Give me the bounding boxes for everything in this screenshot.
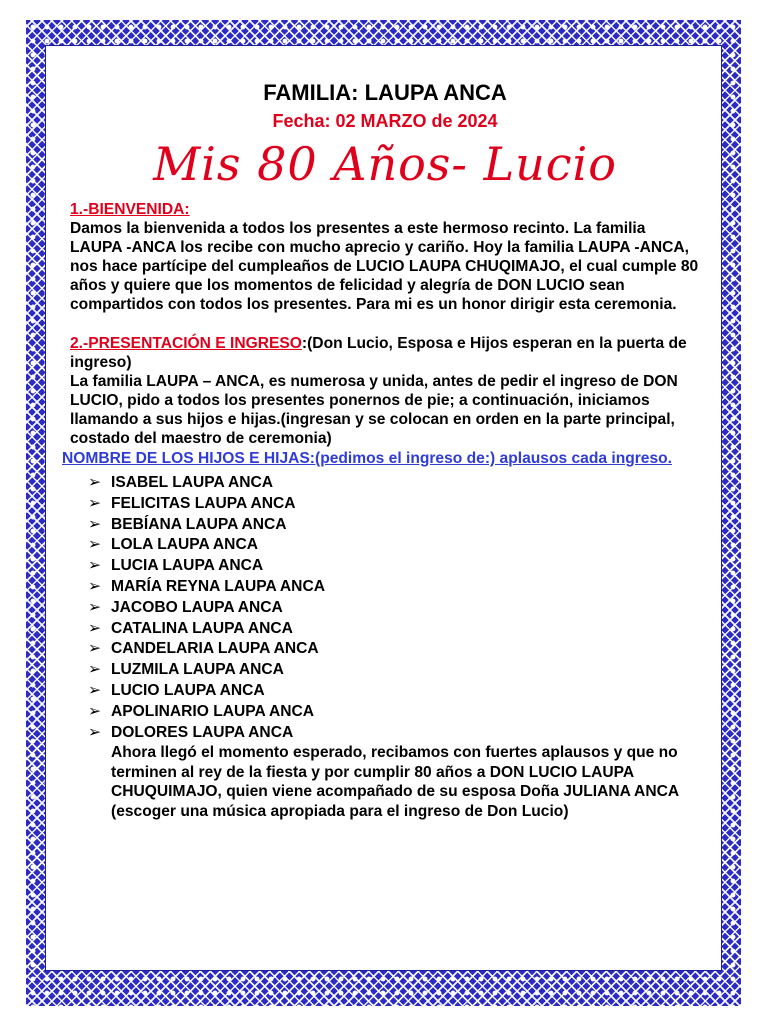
child-name: APOLINARIO LAUPA ANCA [111, 702, 314, 720]
children-heading: NOMBRE DE LOS HIJOS E HIJAS:(pedimos el ingreso de:) aplausos cada ingreso. [62, 450, 673, 467]
list-item [88, 639, 700, 660]
presentacion-heading-line [70, 334, 700, 372]
presentacion-heading-note: :(Don Lucio, Esposa e Hijos esperan en la puerta de ingreso) [70, 335, 687, 371]
arrowhead-bullet-icon: ➢ [88, 702, 102, 720]
list-item [88, 577, 700, 598]
child-name: CATALINA LAUPA ANCA [111, 619, 293, 637]
list-item [88, 473, 700, 494]
list-item [88, 556, 700, 577]
child-name: LUCIA LAUPA ANCA [111, 557, 264, 575]
document-content [62, 80, 700, 821]
section-heading-bienvenida: 1.-BIENVENIDA: [70, 201, 190, 218]
child-name: LOLA LAUPA ANCA [111, 536, 258, 554]
decorative-title: Mis 80 Años- Lucio [153, 137, 617, 191]
arrowhead-bullet-icon: ➢ [88, 681, 102, 699]
child-name: DOLORES LAUPA ANCA [111, 723, 294, 741]
child-name: LUCIO LAUPA ANCA [111, 681, 265, 699]
arrowhead-bullet-icon: ➢ [88, 515, 102, 533]
closing-paragraph: Ahora llegó el momento esperado, recibamos con fuertes aplausos y que no terminen al rey de la fiesta y por cumplir 80 años a DON LUCIO LAUPA CHUQUIMAJO, quien viene acompañado de su esposa Doña JULIANA ANCA (escoger una música apropiada para el ingreso de Don Lucio) [111, 744, 679, 820]
list-item [88, 598, 700, 619]
arrowhead-bullet-icon: ➢ [88, 577, 102, 595]
spacer [70, 314, 700, 334]
arrowhead-bullet-icon: ➢ [88, 557, 102, 575]
section-bienvenida [70, 200, 700, 314]
presentacion-paragraph: La familia LAUPA – ANCA, es numerosa y unida, antes de pedir el ingreso de DON LUCIO, pido a todos los presentes ponernos de pie; a continuación, iniciamos llamando a sus hijos e hijas.(ingresan y se colocan en orden en la parte principal, costado del maestro de ceremonia) [70, 373, 678, 447]
list-item [88, 535, 700, 556]
section-presentacion [62, 334, 700, 821]
child-name: BEBÍANA LAUPA ANCA [111, 515, 287, 533]
arrowhead-bullet-icon: ➢ [88, 536, 102, 554]
list-item [88, 515, 700, 536]
list-item [88, 619, 700, 640]
child-name: MARÍA REYNA LAUPA ANCA [111, 577, 325, 595]
arrowhead-bullet-icon: ➢ [88, 619, 102, 637]
list-item [88, 702, 700, 723]
arrowhead-bullet-icon: ➢ [88, 661, 102, 679]
children-list [88, 473, 700, 743]
child-name: FELICITAS LAUPA ANCA [111, 494, 296, 512]
arrowhead-bullet-icon: ➢ [88, 494, 102, 512]
arrowhead-bullet-icon: ➢ [88, 723, 102, 741]
arrowhead-bullet-icon: ➢ [88, 474, 102, 491]
arrowhead-bullet-icon: ➢ [88, 640, 102, 658]
family-title: FAMILIA: LAUPA ANCA [263, 80, 507, 105]
list-item [88, 723, 700, 744]
list-item [88, 660, 700, 681]
event-date: Fecha: 02 MARZO de 2024 [272, 111, 498, 131]
child-name: LUZMILA LAUPA ANCA [111, 661, 284, 679]
list-item [88, 494, 700, 515]
child-name: ISABEL LAUPA ANCA [111, 474, 274, 491]
list-item [88, 681, 700, 702]
bienvenida-paragraph: Damos la bienvenida a todos los presentes a este hermoso recinto. La familia LAUPA -ANCA los recibe con mucho aprecio y cariño. Hoy la familia LAUPA -ANCA, nos hace partícipe del cumpleaños de LUCIO LAUPA CHUQIMAJO, el cual cumple 80 años y quiere que los momentos de felicidad y alegría de DON LUCIO sean compartidos con todos los presentes. Para mi es un honor dirigir esta ceremonia. [70, 220, 699, 313]
child-name: CANDELARIA LAUPA ANCA [111, 640, 319, 658]
child-name: JACOBO LAUPA ANCA [111, 598, 283, 616]
arrowhead-bullet-icon: ➢ [88, 598, 102, 616]
section-heading-presentacion: 2.-PRESENTACIÓN E INGRESO [70, 335, 302, 352]
